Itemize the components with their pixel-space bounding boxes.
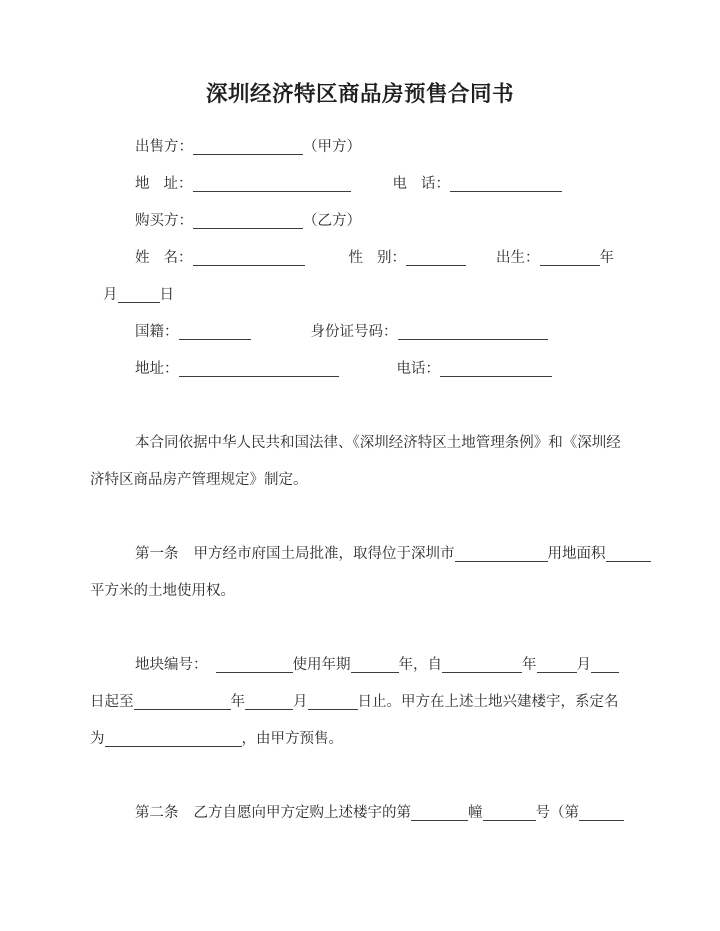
name-gender-birth-row-text-2: 名： — [163, 250, 193, 266]
name-gender-birth-row-text-7: 别： — [377, 250, 406, 266]
birth-continuation-row-text-2: 日 — [159, 287, 174, 303]
seller-address-phone-row-text-0: 地 — [135, 176, 150, 192]
buyer-row-blank-1 — [193, 227, 303, 229]
birth-continuation-row — [90, 277, 690, 314]
article2-line-1-text-4: 幢 — [468, 805, 483, 821]
name-gender-birth-row-gap-4 — [305, 261, 349, 262]
article1-line-1-text-0: 第一条 — [135, 546, 179, 562]
land-parcel-line-1-text-3: 使用年期 — [292, 657, 351, 673]
article1-line-1-blank-5 — [606, 560, 651, 562]
land-parcel-line-3 — [90, 721, 690, 758]
preamble-line-1 — [90, 425, 690, 462]
name-gender-birth-row-text-12: 年 — [599, 250, 614, 266]
preamble-line-2 — [90, 462, 690, 499]
seller-address-phone-row-blank-8 — [450, 190, 562, 192]
buyer-address-phone-row-blank-4 — [440, 375, 552, 377]
seller-address-phone-row-text-2: 址： — [163, 176, 193, 192]
land-parcel-line-2-blank-3 — [245, 708, 293, 710]
seller-row — [90, 129, 690, 166]
article2-line-1-blank-5 — [483, 819, 536, 821]
buyer-row-text-0: 购买方： — [135, 213, 193, 229]
buyer-address-phone-row — [90, 351, 690, 388]
land-parcel-line-3-text-2: ，由甲方预售。 — [241, 731, 343, 747]
birth-continuation-row-text-0: 月 — [103, 287, 118, 303]
seller-row-text-0: 出售方： — [135, 139, 193, 155]
land-parcel-line-2-text-0: 日起至 — [90, 694, 134, 710]
name-gender-birth-row-gap-9 — [466, 261, 496, 262]
seller-address-phone-row-gap-1 — [150, 187, 164, 188]
spacer-row-1 — [90, 388, 690, 425]
article2-line-1-text-6: 号（第 — [535, 805, 579, 821]
name-gender-birth-row-blank-11 — [540, 264, 600, 266]
article2-line-1 — [90, 795, 690, 832]
spacer-row-2 — [90, 499, 690, 536]
name-gender-birth-row-gap-6 — [363, 261, 377, 262]
land-parcel-line-2-text-4: 月 — [293, 694, 308, 710]
seller-address-phone-row-text-7: 话： — [421, 176, 450, 192]
buyer-row-text-2: （乙方） — [303, 213, 361, 229]
land-parcel-line-2 — [90, 684, 690, 721]
name-gender-birth-row-text-10: 出生： — [496, 250, 540, 266]
seller-address-phone-row-blank-3 — [193, 190, 351, 192]
seller-row-blank-1 — [193, 153, 303, 155]
land-parcel-line-1-blank-8 — [537, 671, 577, 673]
land-parcel-line-1-blank-10 — [591, 671, 619, 673]
name-gender-birth-row-blank-8 — [406, 264, 466, 266]
article2-line-1-text-0: 第二条 — [135, 805, 179, 821]
land-parcel-line-1-blank-2 — [216, 671, 293, 673]
seller-row-text-2: （甲方） — [303, 139, 361, 155]
article1-line-1 — [90, 536, 690, 573]
land-parcel-line-1-gap-1 — [208, 668, 216, 669]
buyer-address-phone-row-blank-1 — [179, 375, 339, 377]
land-parcel-line-1 — [90, 647, 690, 684]
land-parcel-line-2-text-2: 年 — [230, 694, 245, 710]
document-title: 深圳经济特区商品房预售合同书 — [205, 82, 514, 107]
article2-line-1-gap-1 — [179, 816, 194, 817]
document-body — [0, 129, 720, 832]
buyer-address-phone-row-text-0: 地址： — [135, 361, 179, 377]
seller-address-phone-row — [90, 166, 690, 203]
spacer-row-3 — [90, 610, 690, 647]
article2-line-1-blank-7 — [579, 819, 624, 821]
nationality-id-row-blank-4 — [398, 338, 548, 340]
nationality-id-row-text-0: 国籍： — [135, 324, 179, 340]
nationality-id-row-text-3: 身份证号码： — [310, 324, 398, 340]
land-parcel-line-3-blank-1 — [105, 745, 242, 747]
buyer-address-phone-row-text-3: 电话： — [396, 361, 440, 377]
name-gender-birth-row-blank-3 — [193, 264, 305, 266]
article1-line-1-gap-1 — [179, 557, 194, 558]
spacer-row-4 — [90, 758, 690, 795]
article2-line-1-text-2: 乙方自愿向甲方定购上述楼宇的第 — [193, 805, 411, 821]
land-parcel-line-1-blank-4 — [351, 671, 399, 673]
seller-address-phone-row-gap-4 — [351, 187, 393, 188]
land-parcel-line-1-text-5: 年，自 — [398, 657, 442, 673]
article1-line-1-blank-3 — [455, 560, 548, 562]
name-gender-birth-row-text-5: 性 — [348, 250, 363, 266]
land-parcel-line-2-text-6: 日止。甲方在上述土地兴建楼宇，系定名 — [357, 694, 619, 710]
name-gender-birth-row — [90, 240, 690, 277]
birth-continuation-row-blank-1 — [118, 301, 160, 303]
land-parcel-line-1-text-0: 地块编号： — [135, 657, 208, 673]
seller-address-phone-row-gap-6 — [407, 187, 421, 188]
article1-line-2 — [90, 573, 690, 610]
land-parcel-line-1-text-9: 月 — [576, 657, 591, 673]
land-parcel-line-1-blank-6 — [442, 671, 522, 673]
article1-line-1-text-2: 甲方经市府国土局批准，取得位于深圳市 — [193, 546, 455, 562]
nationality-id-row — [90, 314, 690, 351]
nationality-id-row-gap-2 — [251, 335, 311, 336]
land-parcel-line-1-text-7: 年 — [522, 657, 537, 673]
name-gender-birth-row-text-0: 姓 — [135, 250, 150, 266]
land-parcel-line-2-blank-1 — [134, 708, 231, 710]
name-gender-birth-row-gap-1 — [150, 261, 164, 262]
land-parcel-line-3-text-0: 为 — [90, 731, 105, 747]
buyer-row — [90, 203, 690, 240]
article2-line-1-blank-3 — [411, 819, 468, 821]
preamble-line-1-text-0: 本合同依据中华人民共和国法律、《深圳经济特区土地管理条例》和《深圳经 — [135, 435, 621, 451]
preamble-line-2-text-0: 济特区商品房产管理规定》制定。 — [90, 472, 308, 488]
article1-line-2-text-0: 平方米的土地使用权。 — [90, 583, 235, 599]
seller-address-phone-row-text-5: 电 — [392, 176, 407, 192]
buyer-address-phone-row-gap-2 — [339, 372, 397, 373]
article1-line-1-text-4: 用地面积 — [547, 546, 606, 562]
land-parcel-line-2-blank-5 — [308, 708, 358, 710]
nationality-id-row-blank-1 — [179, 338, 251, 340]
